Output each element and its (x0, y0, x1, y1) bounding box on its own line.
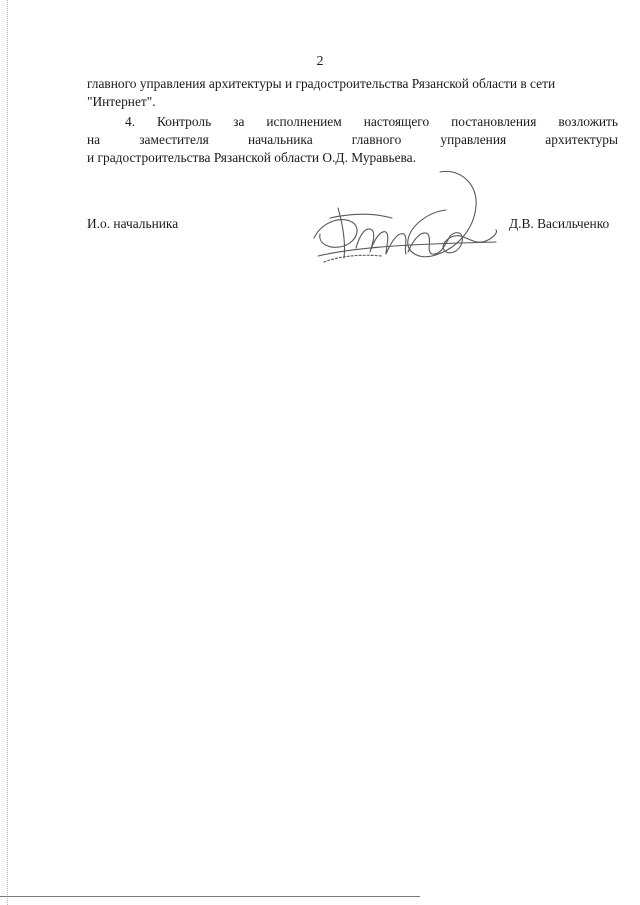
page-number: 2 (316, 54, 324, 69)
scan-edge-left (7, 0, 8, 905)
word: на (87, 132, 101, 147)
paragraph-3-line-1: главного управления архитектуры и градостроительства Рязанской области в сети (87, 76, 556, 91)
word: Контроль (157, 114, 212, 129)
word: настоящего (363, 114, 430, 129)
paragraph-4-line-3: и градостроительства Рязанской области О.Д. Муравьева. (87, 150, 416, 165)
handwritten-signature (300, 160, 510, 280)
word: 4. (125, 114, 136, 129)
word: управления (440, 132, 507, 147)
word: за (233, 114, 245, 129)
signer-position: И.о. начальника (87, 216, 179, 231)
word: заместителя (139, 132, 209, 147)
word: постановления (451, 114, 537, 129)
word: главного (351, 132, 402, 147)
paragraph-4-line-2 (87, 132, 618, 148)
paragraph-3-line-2: "Интернет". (87, 94, 156, 109)
paragraph-4-line-1 (125, 114, 618, 130)
word: исполнением (266, 114, 342, 129)
signer-name: Д.В. Васильченко (509, 216, 610, 231)
word: архитектуры (545, 132, 618, 147)
word: возложить (558, 114, 618, 129)
scan-edge-bottom (0, 896, 420, 897)
word: начальника (247, 132, 313, 147)
